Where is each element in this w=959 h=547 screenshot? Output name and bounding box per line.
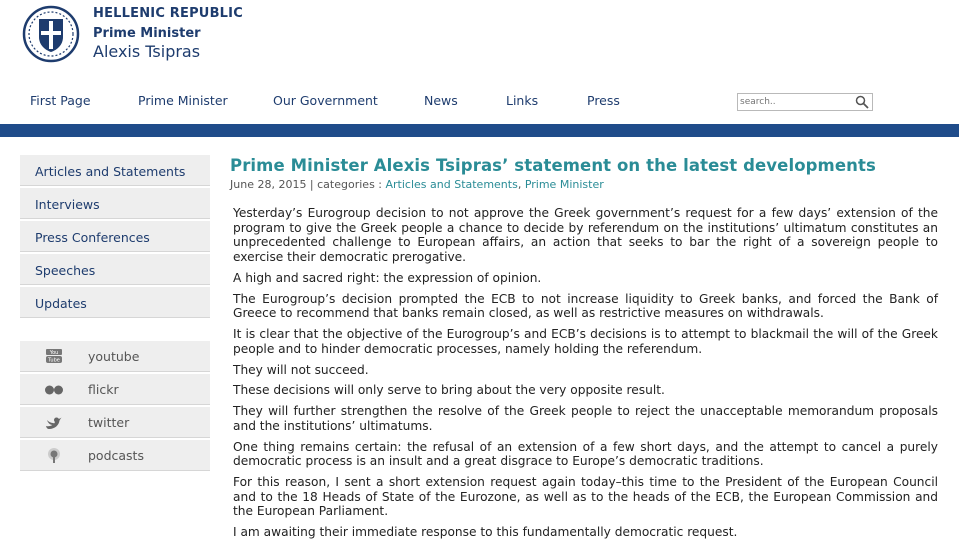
article-paragraph: The Eurogroup’s decision prompted the ECB to not increase liquidity to Greek banks, and forced the Bank of Greece to recommend that banks remain closed, as well as restrictive measures on withdrawals. bbox=[233, 291, 938, 321]
site-header bbox=[0, 0, 959, 124]
article-paragraph: I am awaiting their immediate response to this fundamentally democratic request. bbox=[233, 525, 738, 540]
nav-news[interactable]: News bbox=[424, 93, 458, 108]
sidebar-item-label: Articles and Statements bbox=[35, 164, 186, 179]
category-separator: , bbox=[517, 178, 525, 191]
social-link-youtube[interactable] bbox=[20, 341, 210, 372]
sidebar-item-label: Updates bbox=[35, 296, 87, 311]
sidebar-item-label: Interviews bbox=[35, 197, 100, 212]
sidebar-item-speeches[interactable] bbox=[20, 254, 210, 285]
greek-coat-of-arms-logo[interactable] bbox=[22, 3, 80, 65]
header-title-republic: HELLENIC REPUBLIC bbox=[93, 6, 243, 21]
article-meta-separator: | categories : bbox=[306, 178, 386, 191]
nav-prime-minister[interactable]: Prime Minister bbox=[138, 93, 228, 108]
social-links bbox=[20, 341, 210, 473]
header-title-name: Alexis Tsipras bbox=[93, 42, 201, 61]
article-header bbox=[230, 156, 940, 191]
header-accent-bar bbox=[0, 124, 959, 137]
social-link-label: twitter bbox=[88, 415, 130, 430]
article-paragraph: One thing remains certain: the refusal of an extension of a few short days, and the attempt to cancel a purely democratic process is an insult and a great disgrace to Europe’s democratic traditions. bbox=[233, 439, 938, 469]
social-link-flickr[interactable] bbox=[20, 374, 210, 405]
sidebar-item-articles-and-statements[interactable] bbox=[20, 155, 210, 186]
sidebar-item-press-conferences[interactable] bbox=[20, 221, 210, 252]
search-input[interactable] bbox=[740, 95, 850, 109]
nav-links[interactable]: Links bbox=[506, 93, 539, 108]
svg-text:You: You bbox=[49, 350, 59, 356]
article-body bbox=[233, 206, 938, 546]
category-link-prime-minister[interactable]: Prime Minister bbox=[524, 178, 604, 191]
article-paragraph: It is clear that the objective of the Eurogroup’s and ECB’s decisions is to attempt to blackmail the will of the Greek people and to hinder democratic processes, namely holding the referendum. bbox=[233, 327, 938, 356]
sidebar-menu bbox=[20, 155, 210, 320]
article-date: June 28, 2015 bbox=[230, 178, 307, 191]
article-meta bbox=[230, 178, 940, 191]
article-paragraph: They will not succeed. bbox=[233, 362, 369, 377]
article-title[interactable]: Prime Minister Alexis Tsipras’ statement on the latest developments bbox=[230, 156, 876, 175]
nav-our-government[interactable]: Our Government bbox=[273, 93, 378, 108]
social-link-podcasts[interactable] bbox=[20, 440, 210, 471]
social-link-twitter[interactable] bbox=[20, 407, 210, 438]
sidebar-item-interviews[interactable] bbox=[20, 188, 210, 219]
flickr-icon bbox=[43, 381, 65, 397]
search-box bbox=[737, 93, 873, 111]
article-paragraph: A high and sacred right: the expression of opinion. bbox=[233, 270, 542, 285]
nav-press[interactable]: Press bbox=[587, 93, 620, 108]
youtube-icon bbox=[43, 348, 65, 364]
social-link-label: flickr bbox=[88, 382, 119, 397]
header-title-office: Prime Minister bbox=[93, 26, 201, 41]
svg-text:Tube: Tube bbox=[48, 357, 60, 364]
article-paragraph: These decisions will only serve to bring about the very opposite result. bbox=[233, 383, 665, 398]
social-link-label: youtube bbox=[88, 349, 140, 364]
category-link-articles-and-statements[interactable]: Articles and Statements bbox=[385, 178, 518, 191]
article-paragraph: Yesterday’s Eurogroup decision to not approve the Greek government’s request for a few days’ extension of the program to give the Greek people a chance to decide by referendum on the institutions’ ultimatum constitutes an unprecedented challenge to European affairs, an action that seeks to bar the right of a sovereign people to exercise their democratic prerogative. bbox=[233, 206, 938, 264]
sidebar-item-label: Press Conferences bbox=[35, 230, 150, 245]
sidebar-item-updates[interactable] bbox=[20, 287, 210, 318]
article-paragraph: For this reason, I sent a short extension request again today–this time to the President of the European Council and to the 18 Heads of State of the Eurozone, as well as to the heads of the ECB, the European Commission and the European Parliament. bbox=[233, 475, 938, 519]
twitter-icon bbox=[43, 414, 65, 430]
podcast-icon bbox=[43, 447, 65, 463]
article-paragraph: They will further strengthen the resolve of the Greek people to reject the unacceptable memorandum proposals and the institutions’ ultimatums. bbox=[233, 404, 938, 433]
search-icon[interactable] bbox=[855, 95, 869, 109]
sidebar-item-label: Speeches bbox=[35, 263, 96, 278]
social-link-label: podcasts bbox=[88, 448, 144, 463]
nav-first-page[interactable]: First Page bbox=[30, 93, 91, 108]
